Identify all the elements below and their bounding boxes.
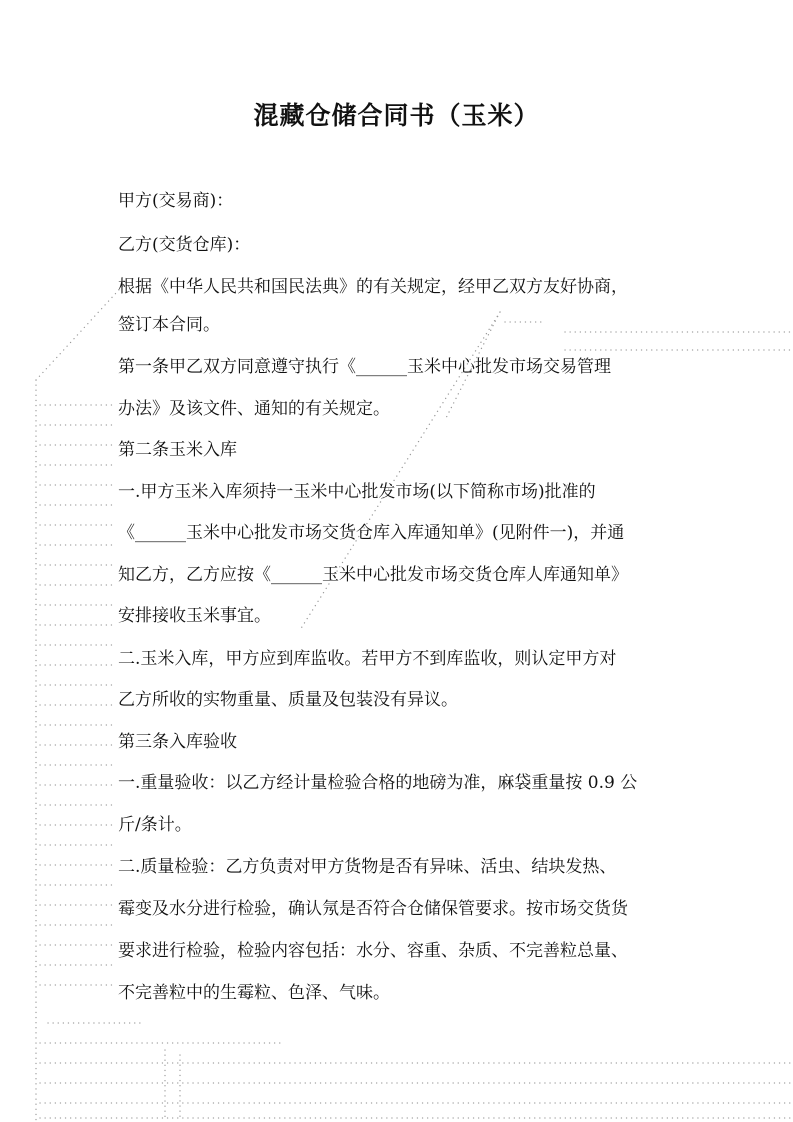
party-b-line: 乙方(交货仓库)：	[118, 235, 251, 255]
article-3-clause-2-line-4: 不完善粒中的生霉粒、色泽、气味。	[118, 983, 390, 1003]
preamble-line-1: 根据《中华人民共和国民法典》的有关规定，经甲乙双方友好协商，	[118, 277, 628, 297]
article-2-clause-2-line-2: 乙方所收的实物重量、质量及包装没有异议。	[118, 690, 458, 710]
party-a-line: 甲方(交易商)：	[118, 191, 234, 211]
article-1-line-1: 第一条甲乙双方同意遵守执行《______玉米中心批发市场交易管理	[118, 357, 611, 377]
article-3-clause-2-line-1: 二.质量检验：乙方负责对甲方货物是否有异味、活虫、结块发热、	[118, 857, 617, 877]
article-3-clause-1-line-1: 一.重量验收：以乙方经计量检验合格的地磅为准，麻袋重量按 0.9 公	[118, 773, 638, 793]
article-1-line-2: 办法》及该文件、通知的有关规定。	[118, 399, 390, 419]
article-2-clause-1-line-4: 安排接收玉米事宜。	[118, 606, 271, 626]
article-3-clause-1-line-2: 斤/条计。	[118, 815, 192, 835]
document-title: 混藏仓储合同书（玉米）	[253, 101, 540, 130]
article-2-clause-2-line-1: 二.玉米入库，甲方应到库监收。若甲方不到库监收，则认定甲方对	[118, 649, 617, 669]
article-2-clause-1-line-3: 知乙方，乙方应按《______玉米中心批发市场交货仓库人库通知单》	[118, 565, 628, 585]
article-2-clause-1-line-2: 《______玉米中心批发市场交货仓库入库通知单》(见附件一)，并通	[118, 523, 625, 543]
article-3-clause-2-line-2: 霉变及水分进行检验，确认氖是否符合仓储保管要求。按市场交货货	[118, 899, 628, 919]
article-2-heading: 第二条玉米入库	[118, 440, 237, 460]
article-2-clause-1-line-1: 一.甲方玉米入库须持一玉米中心批发市场(以下简称市场)批准的	[118, 482, 596, 502]
article-3-heading: 第三条入库验收	[118, 732, 237, 752]
preamble-line-2: 签订本合同。	[118, 315, 220, 335]
article-3-clause-2-line-3: 要求进行检验，检验内容包括：水分、容重、杂质、不完善粒总量、	[118, 941, 628, 961]
